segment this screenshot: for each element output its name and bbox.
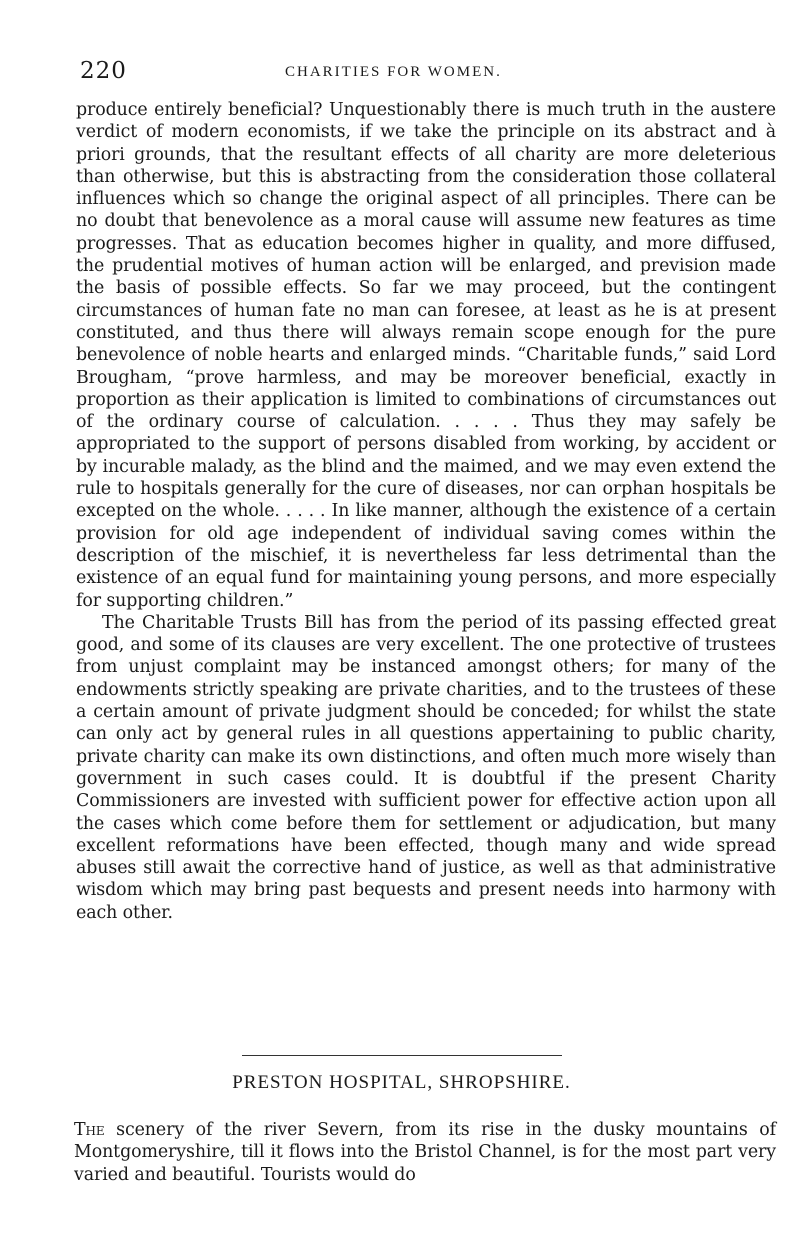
running-head: CHARITIES FOR WOMEN.: [285, 64, 502, 80]
page-header: [80, 58, 780, 86]
paragraph-charitable-trusts: The Charitable Trusts Bill has from the period of its passing effected great good, and some of its clauses are very excellent. The one protective of trustees from unjust complaint may be instanced amongst others; for many of the endowments strictly speaking are private charities, and to the trustees of these a certain amount of private judgment should be conceded; for whilst the state can only act by general rules in all questions appertaining to public charity, private charity can make its own distinctions, and often much more wisely than government in such cases could. It is doubtful if the present Charity Commissioners are invested with sufficient power for effective action upon all the cases which come before them for settlement or adjudication, but many excellent reformations have been effected, though many and wide spread abuses still await the corrective hand of justice, as well as that administrative wisdom which may bring past bequests and present needs into harmony with each other.: [76, 612, 776, 923]
paragraph-severn-text: scenery of the river Severn, from its rise in the dusky mountains of Montgomeryshire, till it flows into the Bristol Channel, is for the most part very varied and beautiful. Tourists would do: [74, 1120, 776, 1185]
section-body: [74, 1119, 776, 1186]
opening-word: The: [74, 1120, 105, 1140]
body-text: [76, 99, 776, 924]
paragraph-economists: produce entirely beneficial? Unquestionably there is much truth in the austere verdict of modern economists, if we take the principle on its abstract and à priori grounds, that the resultant effects of all charity are more deleterious than otherwise, but this is abstracting from the consideration those collateral influences which so change the original aspect of all principles. There can be no doubt that benevolence as a moral cause will assume new features as time progresses. That as education becomes higher in quality, and more diffused, the prudential motives of human action will be enlarged, and prevision made the basis of possible effects. So far we may proceed, but the contingent circumstances of human fate no man can foresee, at least as he is at present constituted, and thus there will always remain scope enough for the pure benevolence of noble hearts and enlarged minds. “Charitable funds,” said Lord Brougham, “prove harmless, and may be moreover beneficial, exactly in proportion as their application is limited to combinations of circumstances out of the ordinary course of calculation. . . . . Thus they may safely be appropriated to the support of persons disabled from working, by accident or by incurable malady, as the blind and the maimed, and we may even extend the rule to hospitals generally for the cure of diseases, nor can orphan hospitals be excepted on the whole. . . . . In like manner, although the existence of a certain provision for old age independent of individual saving comes within the description of the mischief, it is nevertheless far less detrimental than the existence of an equal fund for maintaining young persons, and more especially for supporting children.”: [76, 100, 776, 611]
page-number: 220: [80, 58, 127, 84]
section-title: PRESTON HOSPITAL, SHROPSHIRE.: [232, 1072, 571, 1093]
paragraph-severn: [74, 1119, 776, 1186]
section-divider: [242, 1055, 562, 1056]
